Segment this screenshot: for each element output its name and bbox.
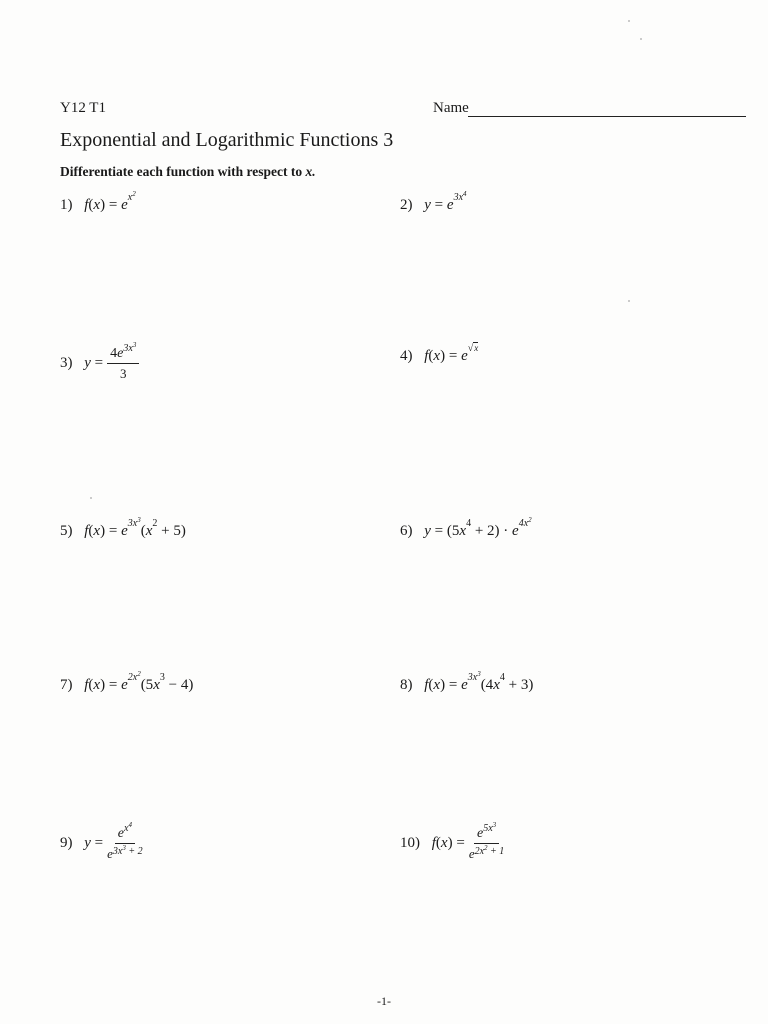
worksheet-title: Exponential and Logarithmic Functions 3 <box>60 129 394 151</box>
problem-expression: $y = e^{3x^4}$ <box>424 190 467 213</box>
problem-10 <box>400 821 505 862</box>
problem-number: 5) <box>60 523 73 539</box>
problem-expression: $f(x) = e^{3x^3}(x^2 + 5)$ <box>84 516 186 539</box>
problem-number: 10) <box>400 835 420 852</box>
scan-speck <box>90 497 92 499</box>
problem-number: 3) <box>60 355 73 372</box>
problem-number: 2) <box>400 197 413 213</box>
problem-expression: $y = (5x^4 + 2) \cdot e^{4x^2}$ <box>424 516 532 539</box>
page-number: -1- <box>377 994 391 1008</box>
problem-number: 8) <box>400 677 413 693</box>
instructions <box>60 164 316 180</box>
problem-number: 7) <box>60 677 73 693</box>
problem-9 <box>60 821 143 862</box>
name-blank-line <box>468 116 746 117</box>
problem-5 <box>60 516 186 540</box>
problem-number: 9) <box>60 835 73 852</box>
problem-expression: f(x) = $\frac{e^{5x^3}}{e^{2x^2 + 1}}$ <box>431 821 505 861</box>
problem-expression: $f(x) = e^{x^2}$ <box>84 190 136 213</box>
instructions-variable: x. <box>305 164 316 179</box>
scan-speck <box>640 38 642 40</box>
problem-expression: y = $\frac{4e^{3x^3}}{3}$ <box>84 355 139 371</box>
problem-2 <box>400 190 467 214</box>
course-code: Y12 T1 <box>60 100 106 116</box>
problem-expression: y = $\frac{e^{x^4}}{e^{3x^3 + 2}}$ <box>84 821 143 861</box>
name-label: Name <box>433 100 469 116</box>
problem-4 <box>400 343 479 365</box>
problem-1 <box>60 190 136 214</box>
problem-number: 6) <box>400 523 413 539</box>
scan-speck <box>628 300 630 302</box>
problem-8 <box>400 670 534 694</box>
problem-3 <box>60 341 139 382</box>
scan-speck <box>628 20 630 22</box>
problem-number: 1) <box>60 197 73 213</box>
instructions-text: Differentiate each function with respect to <box>60 164 306 179</box>
problem-number: 4) <box>400 348 413 364</box>
problem-expression: $f(x) = e^{√x}$ <box>424 343 479 364</box>
problem-expression: $f(x) = e^{2x^2}(5x^3 - 4)$ <box>84 670 194 693</box>
problem-7 <box>60 670 194 694</box>
problem-expression: $f(x) = e^{3x^3}(4x^4 + 3)$ <box>424 670 534 693</box>
problem-6 <box>400 516 532 540</box>
